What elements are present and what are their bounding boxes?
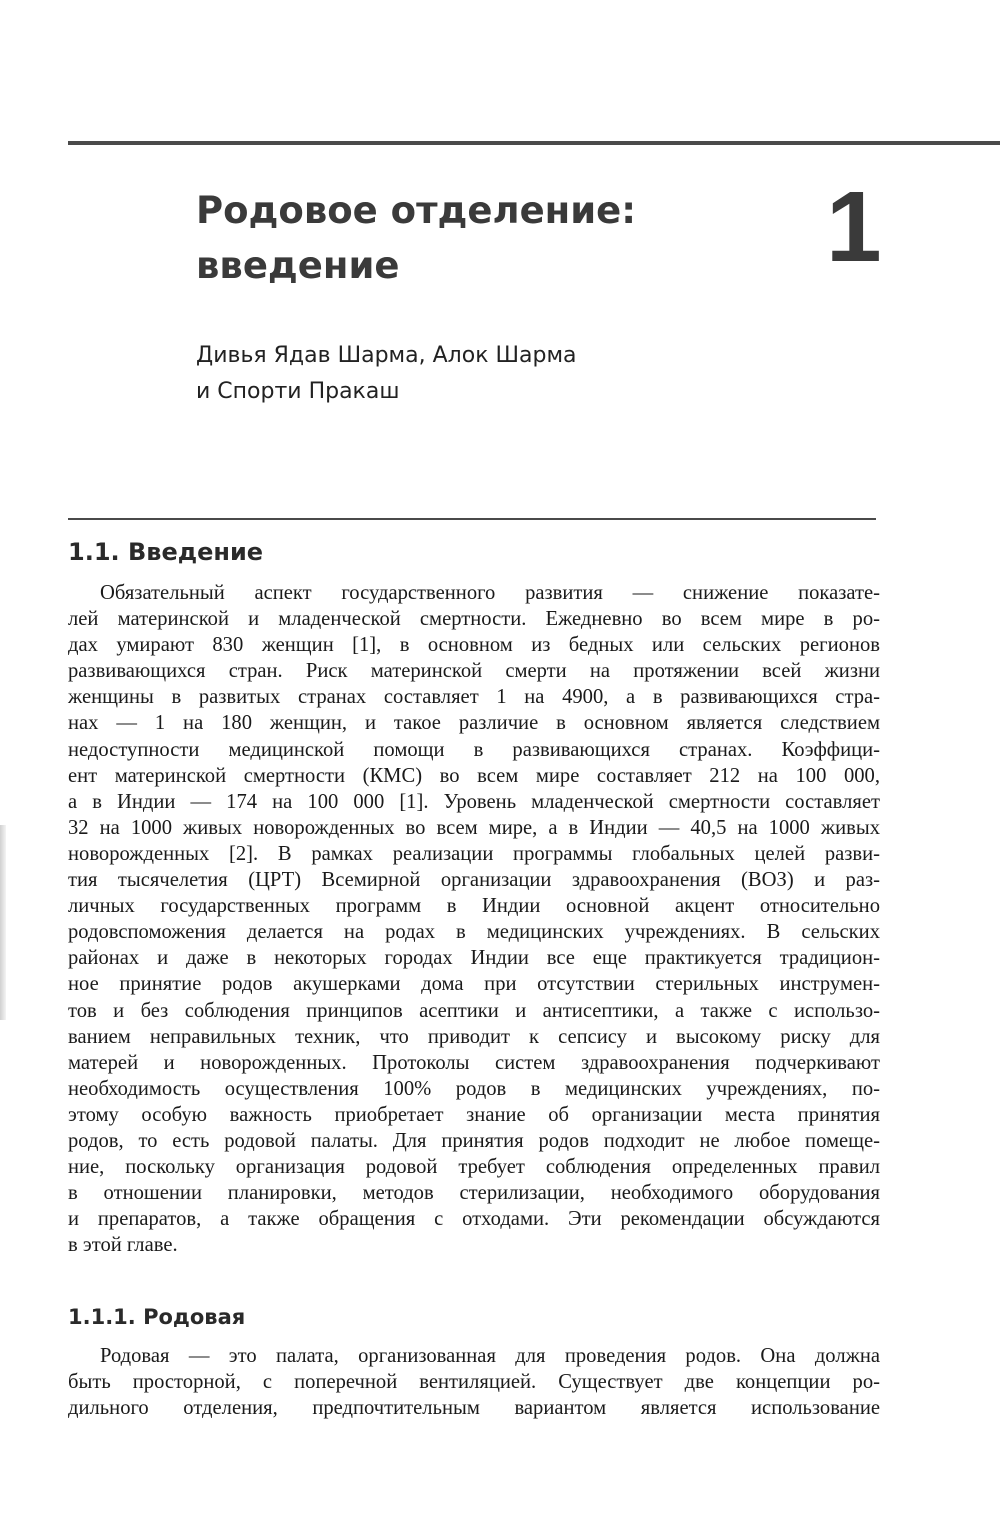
- paragraph-line: родов, то есть родовой палаты. Для принятия родов подходит не любое помеще-: [68, 1129, 880, 1152]
- paragraph-line: ние, поскольку организация родовой требует соблюдения определенных правил: [68, 1156, 880, 1179]
- chapter-title-line: Родовое отделение:: [196, 189, 637, 232]
- chapter-title-line: введение: [196, 244, 400, 287]
- author-line: Дивья Ядав Шарма, Алок Шарма: [196, 343, 577, 368]
- paragraph-line: быть просторной, с поперечной вентиляцией. Существует две концепции ро-: [68, 1371, 880, 1394]
- paragraph-line: личных государственных программ в Индии основной акцент относительно: [68, 895, 880, 918]
- section-rule: [68, 518, 876, 520]
- paragraph-line: дах умирают 830 женщин [1], в основном из бедных или сельских регионов: [68, 634, 880, 657]
- paragraph-line: этому особую важность приобретает знание об организации места принятия: [68, 1103, 880, 1126]
- paragraph-line: Обязательный аспект государственного развития — снижение показате-: [100, 582, 880, 604]
- chapter-top-rule: [68, 141, 1000, 145]
- paragraph-line: женщины в развитых странах составляет 1 на 4900, а в развивающихся стра-: [68, 686, 880, 709]
- scan-edge-shadow: [0, 825, 6, 1020]
- paragraph-line: лей материнской и младенческой смертности. Ежедневно во всем мире в ро-: [68, 608, 880, 631]
- paragraph-line: новорожденных [2]. В рамках реализации программы глобальных целей разви-: [68, 842, 880, 865]
- author-line: и Спорти Пракаш: [196, 379, 400, 404]
- paragraph-line: в этой главе.: [68, 1234, 178, 1257]
- paragraph-line: родовспоможения делается на родах в медицинских учреждениях. В сельских: [68, 921, 880, 944]
- paragraph-line: развивающихся стран. Риск материнской смерти на протяжении всей жизни: [68, 660, 880, 683]
- paragraph-line: и препаратов, а также обращения с отходами. Эти рекомендации обсуждаются: [68, 1208, 880, 1231]
- paragraph-line: ент материнской смертности (КМС) во всем мире составляет 212 на 100 000,: [68, 764, 880, 787]
- paragraph-line: дильного отделения, предпочтительным вариантом является использование: [68, 1397, 880, 1420]
- chapter-title: [196, 183, 636, 293]
- birth-room-paragraph: [68, 1343, 880, 1421]
- paragraph-line: тия тысячелетия (ЦРТ) Всемирной организации здравоохранения (ВОЗ) и раз-: [68, 869, 880, 892]
- paragraph-line: а в Индии — 174 на 100 000 [1]. Уровень младенческой смертности составляет: [68, 790, 880, 813]
- introduction-paragraph: [68, 580, 880, 1258]
- paragraph-line: матерей и новорожденных. Протоколы систем здравоохранения подчеркивают: [68, 1051, 880, 1074]
- chapter-number: 1: [826, 171, 882, 283]
- paragraph-line: ное принятие родов акушерками дома при отсутствии стерильных инструмен-: [68, 973, 880, 996]
- paragraph-line: ванием неправильных техник, что приводит к сепсису и высокому риску для: [68, 1025, 880, 1048]
- section-heading-introduction: 1.1. Введение: [68, 538, 264, 566]
- paragraph-line: Родовая — это палата, организованная для проведения родов. Она должна: [100, 1345, 880, 1367]
- paragraph-line: необходимость осуществления 100% родов в медицинских учреждениях, по-: [68, 1077, 880, 1100]
- paragraph-line: 32 на 1000 живых новорожденных во всем мире, а в Индии — 40,5 на 1000 живых: [68, 816, 880, 839]
- paragraph-line: недоступности медицинской помощи в развивающихся странах. Коэффици-: [68, 738, 880, 761]
- chapter-authors: [196, 338, 577, 410]
- paragraph-line: нах — 1 на 180 женщин, и такое различие в основном является следствием: [68, 712, 880, 735]
- paragraph-line: в отношении планировки, методов стерилизации, необходимого оборудования: [68, 1182, 880, 1205]
- paragraph-line: тов и без соблюдения принципов асептики и антисептики, а также с использо-: [68, 999, 880, 1022]
- paragraph-line: районах и даже в некоторых городах Индии все еще практикуется традицион-: [68, 947, 880, 970]
- section-heading-birth-room: 1.1.1. Родовая: [68, 1305, 246, 1329]
